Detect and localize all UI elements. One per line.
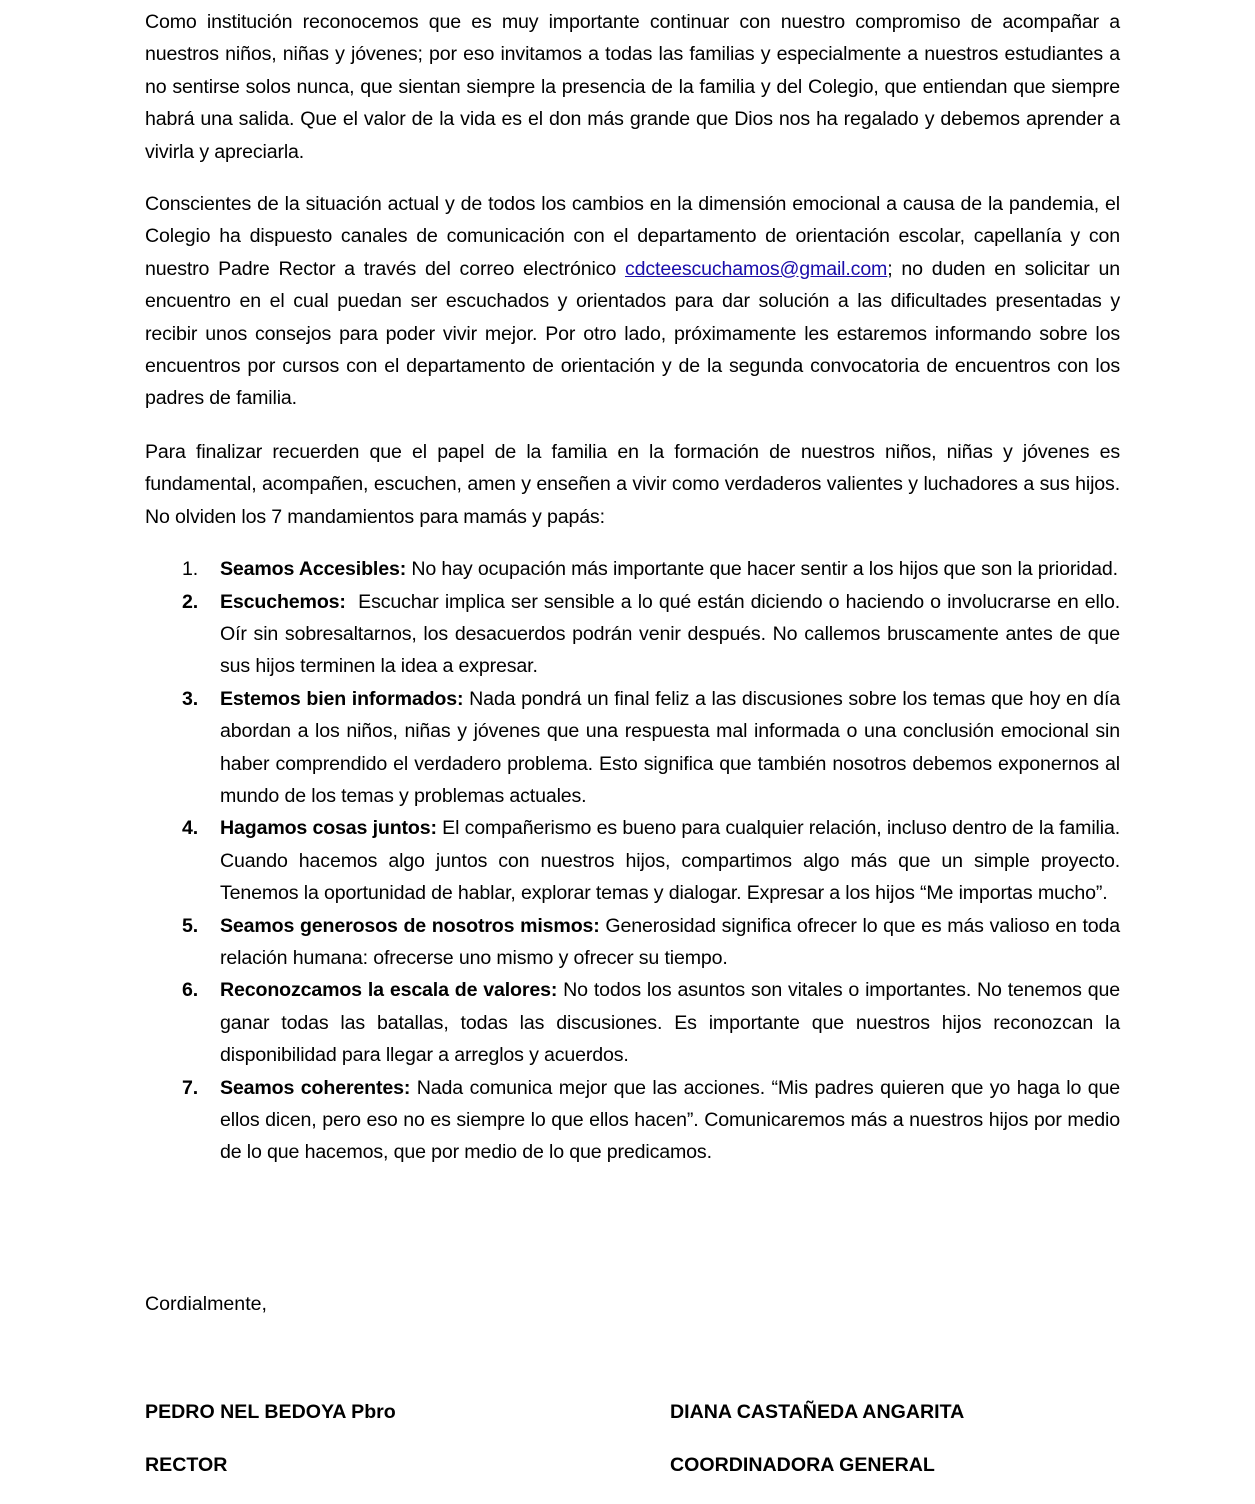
- commandment-term: Seamos Accesibles:: [220, 558, 407, 581]
- commandment-term: Reconozcamos la escala de valores:: [220, 979, 558, 1002]
- commandment-text: Nada comunica mejor que las acciones. “Mis padres quieren que yo haga lo que ellos dicen, pero eso no es siempre lo que ellos hacen”. Comunicaremos más a nuestros hijos por medio de lo que hacemos, que por medio de lo que predicamos.: [220, 1076, 1120, 1164]
- list-item: [145, 974, 1120, 1071]
- commandment-term: Seamos coherentes:: [220, 1076, 411, 1099]
- paragraph-text-after-email: ; no duden en solicitar un encuentro en el cual puedan ser escuchados y orientados para dar solución a las dificultades presentadas y recibir unos consejos para poder vivir mejor. Por otro lado, próximamente les estaremos informando sobre los encuentros por cursos con el departamento de orientación y de la segunda convocatoria de encuentros con los padres de familia.: [145, 257, 1120, 410]
- commandment-text: El compañerismo es bueno para cualquier relación, incluso dentro de la familia. Cuando hacemos algo juntos con nuestros hijos, compartimos algo más que un simple proyecto. Tenemos la oportunidad de hablar, explorar temas y dialogar. Expresar a los hijos “Me importas mucho”.: [220, 817, 1120, 905]
- signature-left-title: RECTOR: [145, 1454, 228, 1476]
- signature-right-title: COORDINADORA GENERAL: [670, 1454, 935, 1476]
- list-item: [145, 553, 1120, 585]
- commandment-term: Seamos generosos de nosotros mismos:: [220, 914, 600, 937]
- signature-left-name: PEDRO NEL BEDOYA Pbro: [145, 1401, 396, 1423]
- commandment-text: No todos los asuntos son vitales o importantes. No tenemos que ganar todas las batallas, todas las discusiones. Es importante que nuestros hijos reconozcan la disponibilidad para llegar a arreglos y acuerdos.: [220, 979, 1120, 1067]
- list-item: [145, 683, 1120, 813]
- email-link[interactable]: cdcteescuchamos@gmail.com: [624, 257, 888, 280]
- list-item: [145, 812, 1120, 909]
- list-number: 1.: [182, 558, 199, 581]
- list-item: [145, 910, 1120, 975]
- closing-salutation: Cordialmente,: [145, 1293, 267, 1315]
- paragraph-text-before-email: Conscientes de la situación actual y de todos los cambios en la dimensión emocional a causa de la pandemia, el Colegio ha dispuesto canales de comunicación con el departamento de orientación escolar, capellanía y con nuestro Padre Rector a través del correo electrónico: [145, 193, 1120, 280]
- paragraph-commitment: Como institución reconocemos que es muy importante continuar con nuestro compromiso de acompañar a nuestros niños, niñas y jóvenes; por eso invitamos a todas las familias y especialmente a nuestros estudiantes a no sentirse solos nunca, que sientan siempre la presencia de la familia y del Colegio, que entiendan que siempre habrá una salida. Que el valor de la vida es el don más grande que Dios nos ha regalado y debemos aprender a vivirla y apreciarla.: [145, 11, 1120, 163]
- commandment-text: Generosidad significa ofrecer lo que es más valioso en toda relación humana: ofrecerse uno mismo y ofrecer su tiempo.: [220, 914, 1121, 969]
- paragraph-family-role: Para finalizar recuerden que el papel de la familia en la formación de nuestros niños, niñas y jóvenes es fundamental, acompañen, escuchen, amen y enseñen a vivir como verdaderos valientes y luchadores a sus hijos. No olviden los 7 mandamientos para mamás y papás:: [145, 440, 1120, 528]
- list-number: 4.: [182, 817, 199, 840]
- list-number: 2.: [182, 590, 199, 613]
- letter-body: [145, 6, 1126, 1169]
- commandment-term: Hagamos cosas juntos:: [220, 817, 437, 840]
- list-number: 7.: [182, 1076, 199, 1099]
- commandment-term: Estemos bien informados:: [220, 687, 464, 710]
- list-number: 6.: [182, 979, 199, 1002]
- commandment-text: Nada pondrá un final feliz a las discusiones sobre los temas que hoy en día abordan a los niños, niñas y jóvenes que una respuesta mal informada o una conclusión emocional sin haber comprendido el verdadero problema. Esto significa que también nosotros debemos exponernos al mundo de los temas y problemas actuales.: [220, 687, 1121, 807]
- commandments-list: [145, 553, 1126, 1169]
- list-item: [145, 1072, 1120, 1169]
- paragraph-communication-channels: [145, 188, 1120, 415]
- list-item: [145, 586, 1126, 683]
- list-number: 5.: [182, 914, 199, 937]
- commandment-text: No hay ocupación más importante que hacer sentir a los hijos que son la prioridad.: [406, 558, 1118, 581]
- commandment-text: Escuchar implica ser sensible a lo qué están diciendo o haciendo o involucrarse en ello. Oír sin sobresaltarnos, los desacuerdos podrán venir después. No callemos bruscamente antes de que sus hijos terminen la idea a expresar.: [220, 590, 1126, 678]
- list-number: 3.: [182, 687, 199, 710]
- commandment-term: Escuchemos:: [220, 590, 346, 613]
- signature-right-name: DIANA CASTAÑEDA ANGARITA: [670, 1401, 965, 1423]
